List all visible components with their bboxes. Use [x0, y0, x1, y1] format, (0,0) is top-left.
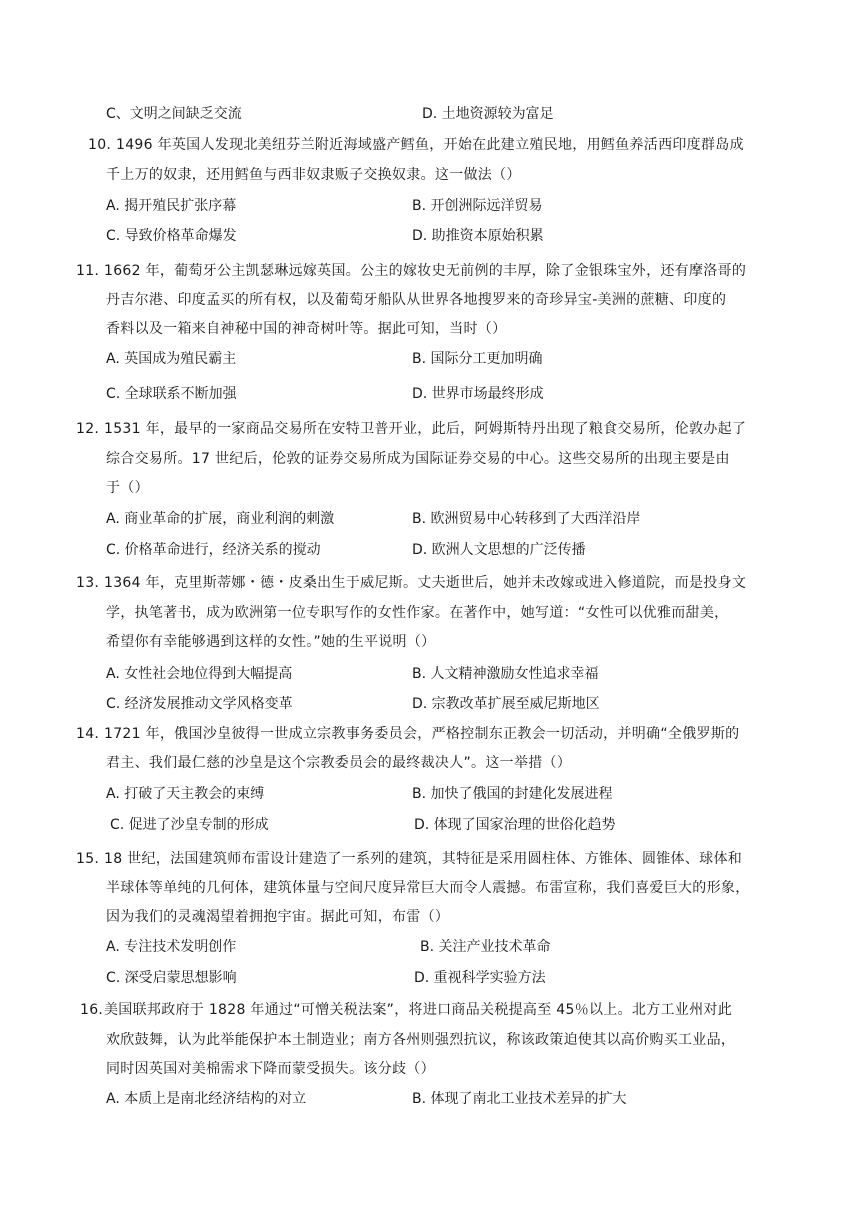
q15-option-a: A. 专注技术发明创作: [106, 939, 237, 955]
q11-stem-line-3: 香料以及一箱来自神秘中国的神奇树叶等。据此可知，当时（）: [106, 321, 507, 337]
q14-option-d: D. 体现了国家治理的世俗化趋势: [414, 817, 616, 833]
q14-stem-line-2: 君主、我们最仁慈的沙皇是这个宗教委员会的最终裁决人”。这一举措（）: [106, 755, 572, 771]
q16-option-a: A. 本质上是南北经济结构的对立: [106, 1091, 307, 1107]
q15-option-b: B. 关注产业技术革命: [420, 939, 551, 955]
q14-option-c: C. 促进了沙皇专制的形成: [110, 817, 269, 833]
q16-option-b: B. 体现了南北工业技术差异的扩大: [412, 1091, 627, 1107]
q11-stem-line-2: 丹吉尔港、印度孟买的所有权，以及葡萄牙船队从世界各地搜罗来的奇珍异宝-美洲的蔗糖、印度的: [106, 292, 727, 308]
q12-option-d: D. 欧洲人文思想的广泛传播: [412, 542, 586, 558]
q12-stem-line-1: 1531 年，最早的一家商品交易所在安特卫普开业，此后，阿姆斯特丹出现了粮食交易所，伦敦办起了: [104, 421, 747, 437]
q16-stem-line-2: 欢欣鼓舞，认为此举能保护本土制造业；南方各州则强烈抗议，称该政策迫使其以高价购买工业品，: [106, 1032, 736, 1048]
q11-stem-line-1: 1662 年，葡萄牙公主凯瑟琳远嫁英国。公主的嫁妆史无前例的丰厚，除了金银珠宝外，还有摩洛哥的: [104, 263, 747, 279]
q15-option-c: C. 深受启蒙思想影响: [106, 970, 237, 986]
q13-option-a: A. 女性社会地位得到大幅提高: [106, 666, 293, 682]
q15-option-d: D. 重视科学实验方法: [414, 970, 546, 986]
q10-number: 10.: [88, 137, 112, 153]
q13-option-d: D. 宗教改革扩展至威尼斯地区: [412, 696, 600, 712]
q11-option-c: C. 全球联系不断加强: [106, 386, 237, 402]
q12-stem-line-2: 综合交易所。17 世纪后，伦敦的证券交易所成为国际证券交易的中心。这些交易所的出现主要是由: [106, 451, 730, 467]
q10-option-d: D. 助推资本原始积累: [412, 228, 544, 244]
q14-option-a: A. 打破了天主教会的束缚: [106, 786, 265, 802]
q10-stem-line-1: 1496 年英国人发现北美纽芬兰附近海域盛产鳕鱼，开始在此建立殖民地，用鳕鱼养活西印度群岛成: [116, 137, 744, 153]
q15-stem-line-3: 因为我们的灵魂渴望着拥抱宇宙。据此可知，布雷（）: [106, 909, 450, 925]
q11-number: 11.: [76, 263, 100, 279]
q16-stem-line-3: 同时因英国对美棉需求下降而蒙受损失。该分歧（）: [106, 1061, 435, 1077]
q13-stem-line-1: 1364 年，克里斯蒂娜・德・皮桑出生于威尼斯。丈夫逝世后，她并未改嫁或进入修道院，而是投身文: [104, 575, 747, 591]
q11-option-d: D. 世界市场最终形成: [412, 386, 544, 402]
q10-option-b: B. 开创洲际远洋贸易: [412, 198, 543, 214]
q15-number: 15.: [76, 851, 100, 867]
q14-stem-line-1: 1721 年，俄国沙皇彼得一世成立宗教事务委员会，严格控制东正教会一切活动，并明确“全俄罗斯的: [104, 726, 740, 742]
q9-option-d: D. 土地资源较为富足: [422, 106, 554, 122]
q16-number: 16．: [80, 1002, 113, 1018]
q12-option-c: C. 价格革命进行，经济关系的搅动: [106, 542, 321, 558]
q10-stem-line-2: 千上万的奴隶，还用鳕鱼与西非奴隶贩子交换奴隶。这一做法（）: [106, 167, 521, 183]
q12-stem-line-3: 于（）: [106, 480, 149, 496]
q11-option-a: A. 英国成为殖民霸主: [106, 351, 237, 367]
q16-stem-line-1: 美国联邦政府于 1828 年通过“可憎关税法案”，将进口商品关税提高至 45％以上。北方工业州对此: [104, 1002, 732, 1018]
q11-option-b: B. 国际分工更加明确: [412, 351, 543, 367]
q15-stem-line-1: 18 世纪，法国建筑师布雷设计建造了一系列的建筑，其特征是采用圆柱体、方锥体、圆锥体、球体和: [104, 851, 743, 867]
q13-stem-line-3: 希望你有幸能够遇到这样的女性。”她的生平说明（）: [106, 634, 436, 650]
q14-number: 14.: [76, 726, 100, 742]
q13-stem-line-2: 学，执笔著书，成为欧洲第一位专职写作的女性作家。在著作中，她写道：“女性可以优雅而甜美，: [106, 605, 729, 621]
q9-option-c: C、文明之间缺乏交流: [106, 106, 242, 122]
q12-option-a: A. 商业革命的扩展，商业利润的刺激: [106, 511, 335, 527]
q12-number: 12.: [76, 421, 100, 437]
q12-option-b: B. 欧洲贸易中心转移到了大西洋沿岸: [412, 511, 641, 527]
q13-option-c: C. 经济发展推动文学风格变革: [106, 696, 293, 712]
q10-option-c: C. 导致价格革命爆发: [106, 228, 237, 244]
q14-option-b: B. 加快了俄国的封建化发展进程: [412, 786, 613, 802]
q15-stem-line-2: 半球体等单纯的几何体，建筑体量与空间尺度异常巨大而令人震撼。布雷宣称，我们喜爱巨大的形象，: [106, 880, 750, 896]
q10-option-a: A. 揭开殖民扩张序幕: [106, 198, 237, 214]
q13-number: 13.: [76, 575, 100, 591]
q13-option-b: B. 人文精神激励女性追求幸福: [412, 666, 599, 682]
